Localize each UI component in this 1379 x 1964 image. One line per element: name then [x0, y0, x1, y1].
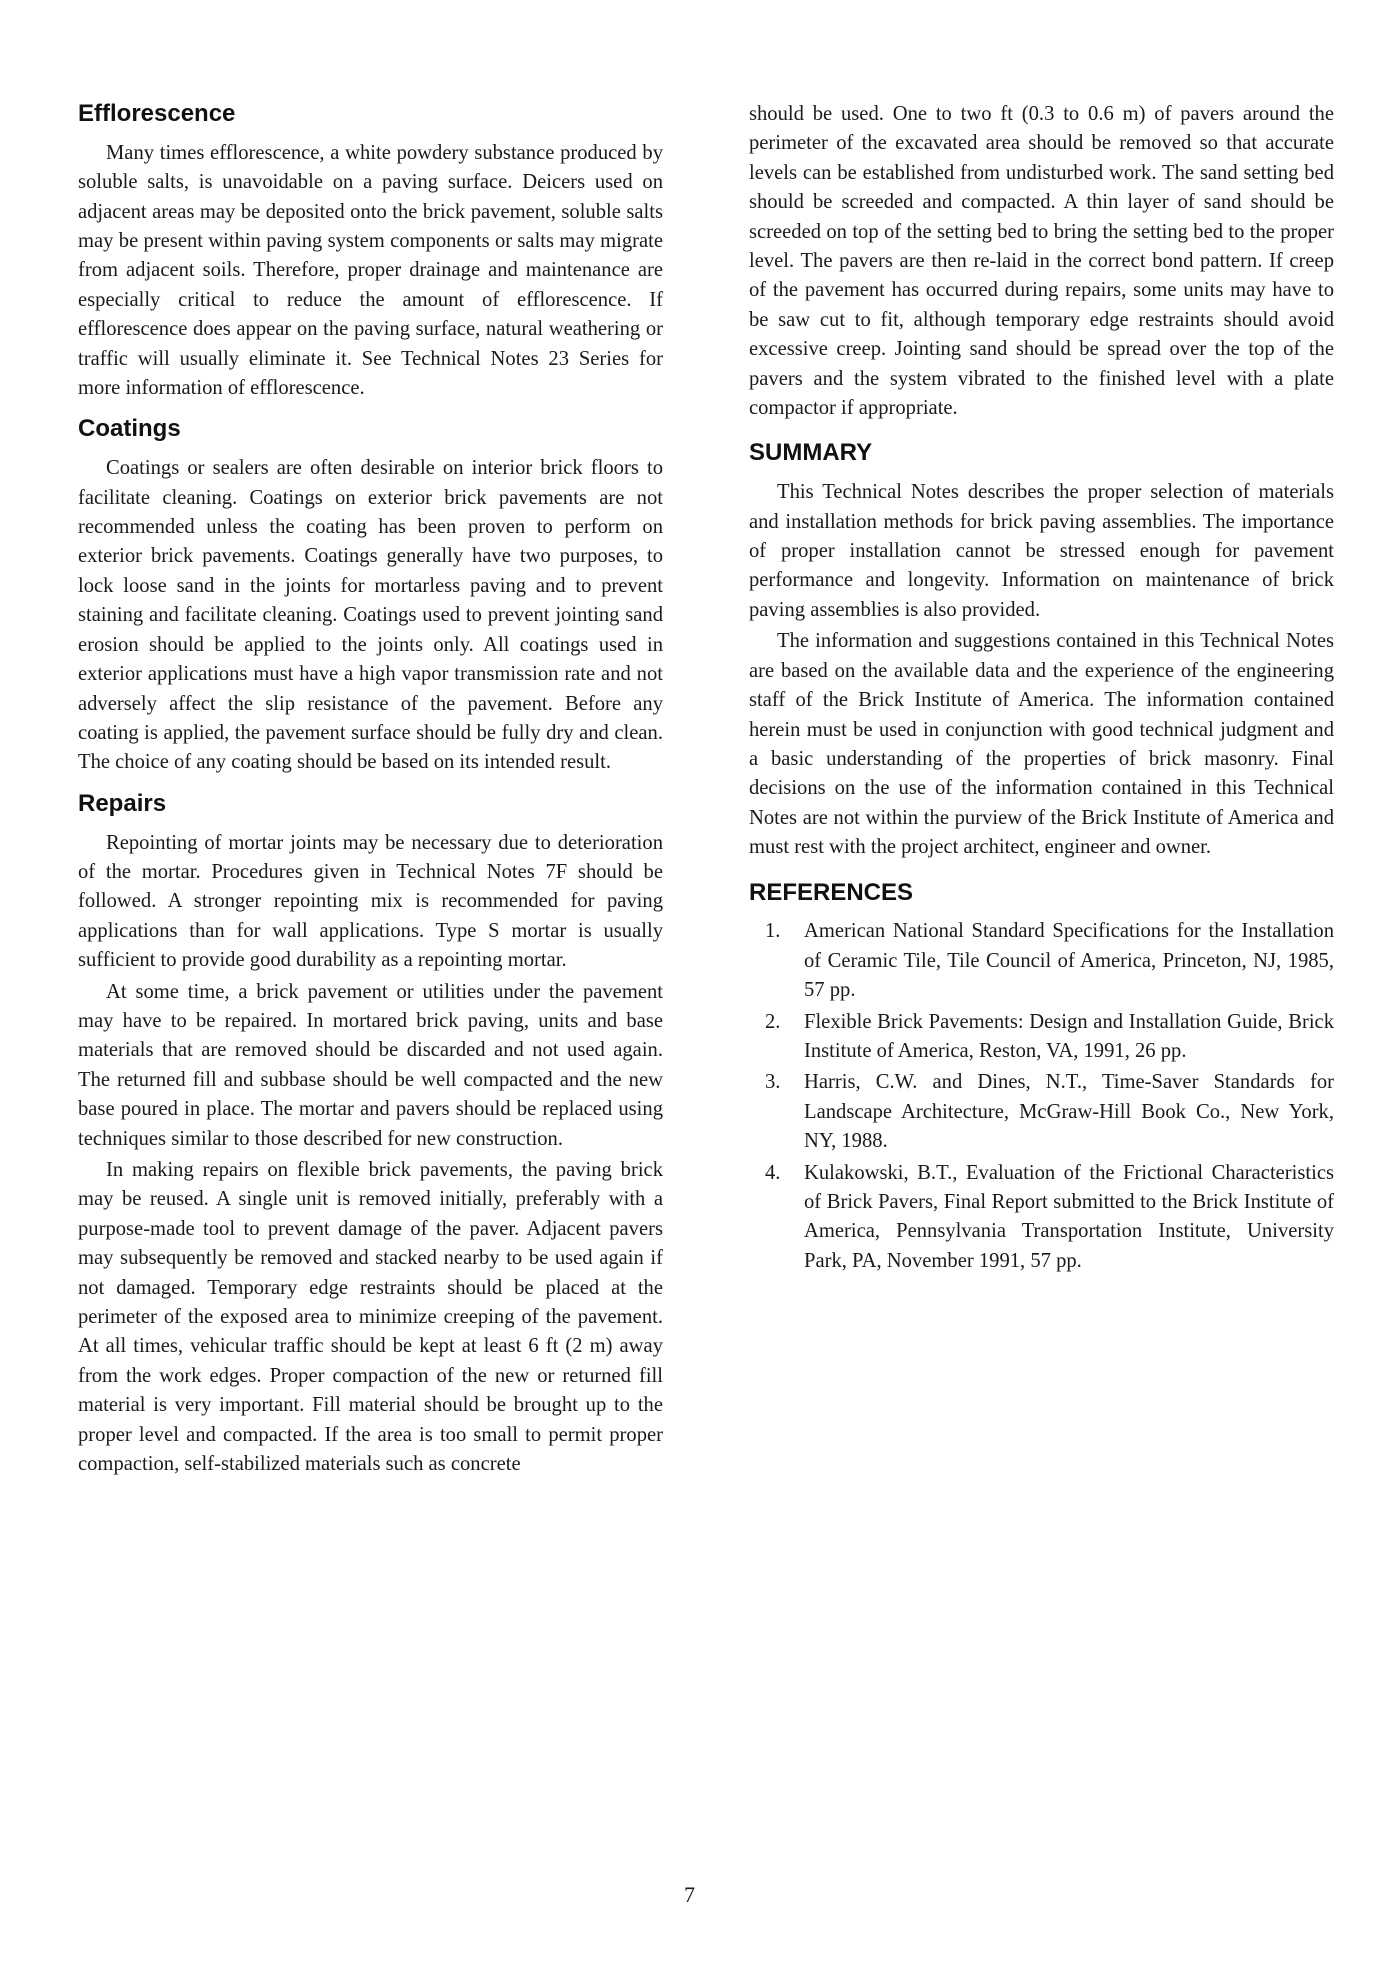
- section-repairs: [78, 790, 663, 1480]
- repairs-paragraph-3: In making repairs on flexible brick pavements, the paving brick may be reused. A single unit is removed initially, preferably with a purpose-made tool to prevent damage of the paver. Adjacent pavers may subsequently be removed and stacked nearby to be used again if not damaged. Temporary edge restraints should be placed at the perimeter of the exposed area to minimize creeping of the pavement. At all times, vehicular traffic should be kept at least 6 ft (2 m) away from the work edges. Proper compaction of the new or returned fill material is very important. Fill material should be brought up to the proper level and compacted. If the area is too small to permit proper compaction, self-stabilized materials such as concrete: [78, 1158, 663, 1476]
- reference-item: [749, 1008, 1334, 1067]
- repairs-continued-paragraph: should be used. One to two ft (0.3 to 0.6 m) of pavers around the perimeter of the excavated area should be removed so that accurate levels can be established from undisturbed work. The sand setting bed should be screeded and compacted. A thin layer of sand should be screeded on top of the setting bed to bring the setting bed to the proper level. The pavers are then re-laid in the correct bond pattern. If creep of the pavement has occurred during repairs, some units may have to be saw cut to fit, although temporary edge restraints should avoid excessive creep. Jointing sand should be spread over the top of the pavers and the system vibrated to the finished level with a plate compactor if appropriate.: [749, 103, 1334, 420]
- coatings-paragraph: Coatings or sealers are often desirable on interior brick floors to facilitate cleaning. Coatings on exterior brick pavements are not recommended unless the coating has been proven to perform on exterior brick pavements. Coatings generally have two purposes, to lock loose sand in the joints for mortarless paving and to prevent staining and facilitate cleaning. Coatings used to prevent jointing sand erosion should be applied to the joints only. All coatings used in exterior applications must have a high vapor transmission rate and not adversely affect the slip resistance of the pavement. Before any coating is applied, the pavement surface should be fully dry and clean. The choice of any coating should be based on its intended result.: [78, 457, 663, 774]
- reference-number: 3.: [765, 1071, 781, 1094]
- heading-repairs: Repairs: [78, 789, 167, 817]
- heading-efflorescence: Efflorescence: [78, 100, 236, 127]
- section-efflorescence: [78, 100, 663, 403]
- reference-number: 2.: [765, 1010, 781, 1033]
- summary-paragraph-1: This Technical Notes describes the proper selection of materials and installation methods for brick paving assemblies. The importance of proper installation cannot be stressed enough for pavement performance and longevity. Information on maintenance of brick paving assemblies is also provided.: [749, 481, 1334, 621]
- section-summary: [749, 439, 1334, 862]
- page-number: 7: [684, 1882, 695, 1907]
- repairs-paragraph-1: Repointing of mortar joints may be necessary due to deterioration of the mortar. Procedures given in Technical Notes 7F should be followed. A stronger repointing mix is recommended for paving applications than for wall applications. Type S mortar is usually sufficient to provide good durability as a repointing mortar.: [78, 831, 663, 972]
- reference-item: [749, 917, 1334, 1005]
- repairs-paragraph-2: At some time, a brick pavement or utilities under the pavement may have to be repaired. In mortared brick paving, units and base materials that are removed should be discarded and not used again. The returned fill and subbase should be well compacted and the new base poured in place. The mortar and pavers should be replaced using techniques similar to those described for new construction.: [78, 980, 663, 1150]
- reference-number: 1.: [765, 920, 781, 943]
- reference-text: American National Standard Specifications for the Installation of Ceramic Tile, Tile Council of America, Princeton, NJ, 1985, 57 pp.: [804, 920, 1334, 1002]
- heading-references: REFERENCES: [749, 878, 914, 906]
- reference-text: Flexible Brick Pavements: Design and Installation Guide, Brick Institute of America, Reston, VA, 1991, 26 pp.: [804, 1010, 1334, 1062]
- heading-coatings: Coatings: [78, 415, 181, 443]
- left-column: [78, 100, 663, 1491]
- reference-number: 4.: [765, 1161, 781, 1184]
- reference-text: Harris, C.W. and Dines, N.T., Time-Saver Standards for Landscape Architecture, McGraw-Hill Book Co., New York, NY, 1988.: [804, 1071, 1334, 1153]
- right-column: [749, 100, 1334, 1288]
- reference-item: [749, 1068, 1334, 1156]
- reference-text: Kulakowski, B.T., Evaluation of the Frictional Characteristics of Brick Pavers, Final Report submitted to the Brick Institute of America, Pennsylvania Transportation Institute, University Park, PA, November 1991, 57 pp.: [804, 1161, 1334, 1272]
- reference-item: [749, 1159, 1334, 1277]
- summary-paragraph-2: The information and suggestions contained in this Technical Notes are based on the available data and the experience of the engineering staff of the Brick Institute of America. The information contained herein must be used in conjunction with good technical judgment and a basic understanding of the properties of brick masonry. Final decisions on the use of the information contained in this Technical Notes are not within the purview of the Brick Institute of America and must rest with the project architect, engineer and owner.: [749, 630, 1334, 859]
- efflorescence-paragraph: Many times efflorescence, a white powdery substance produced by soluble salts, is unavoidable on a paving surface. Deicers used on adjacent areas may be deposited onto the brick pavement, soluble salts may be present within paving system components or salts may migrate from adjacent soils. Therefore, proper drainage and maintenance are especially critical to reduce the amount of efflorescence. If efflorescence does appear on the paving surface, natural weathering or traffic will usually eliminate it. See Technical Notes 23 Series for more information of efflorescence.: [78, 141, 663, 400]
- heading-summary: SUMMARY: [749, 439, 873, 467]
- section-references: [749, 879, 1334, 1277]
- references-list: [749, 917, 1334, 1276]
- section-coatings: [78, 415, 663, 777]
- section-repairs-continued: [749, 100, 1334, 423]
